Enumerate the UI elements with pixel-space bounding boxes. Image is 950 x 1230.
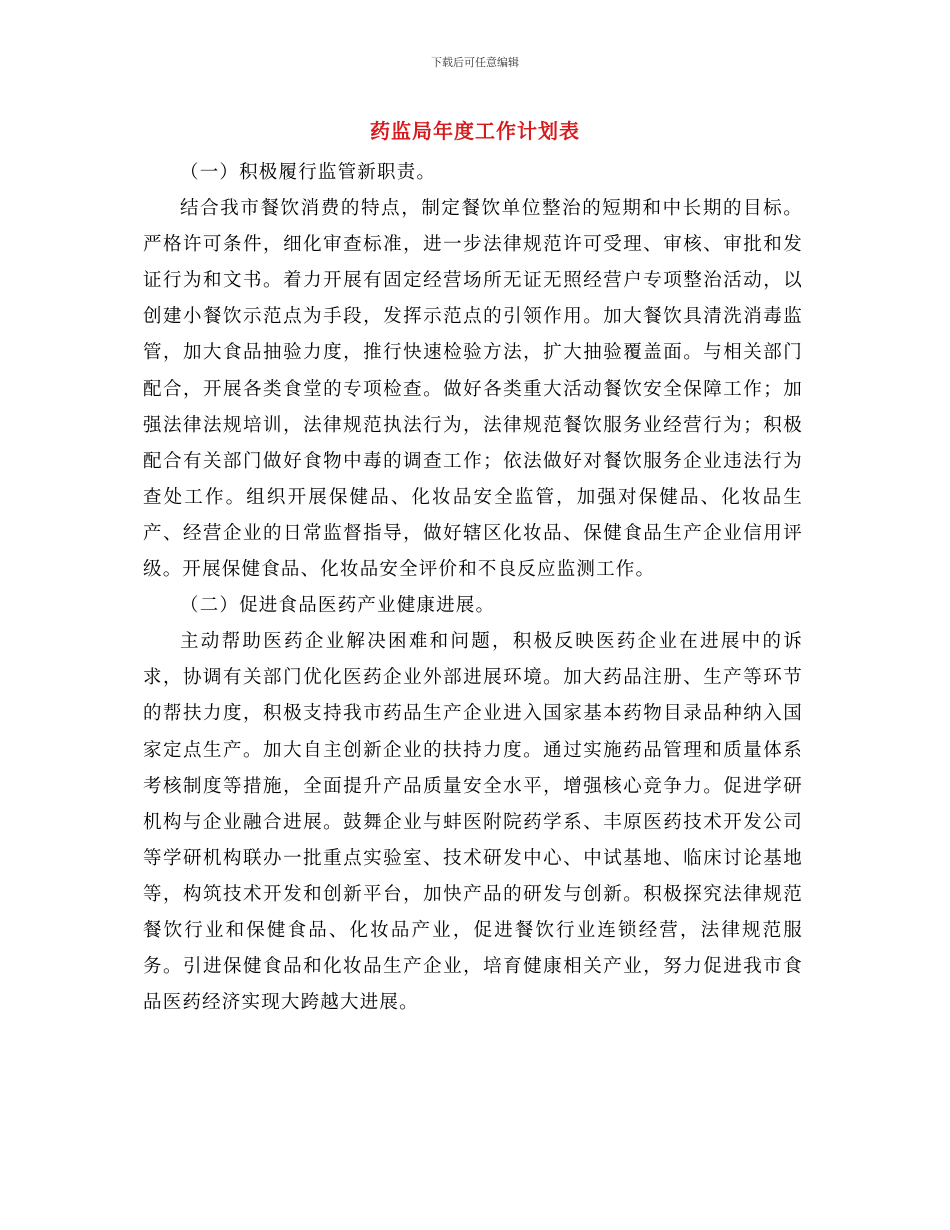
document-body [143, 155, 803, 1021]
section-1-heading: （一）积极履行监管新职责。 [180, 162, 437, 183]
section-1-paragraph: 结合我市餐饮消费的特点，制定餐饮单位整治的短期和中长期的目标。严格许可条件，细化审查标准，进一步法律规范许可受理、审核、审批和发证行为和文书。着力开展有固定经营场所无证无照经营户专项整治活动，以创建小餐饮示范点为手段，发挥示范点的引领作用。加大餐饮具清洗消毒监管，加大食品抽验力度，推行快速检验方法，扩大抽验覆盖面。与相关部门配合，开展各类食堂的专项检查。做好各类重大活动餐饮安全保障工作；加强法律法规培训，法律规范执法行为，法律规范餐饮服务业经营行为；积极配合有关部门做好食物中毒的调查工作；依法做好对餐饮服务企业违法行为查处工作。组织开展保健品、化妆品安全监管，加强对保健品、化妆品生产、经营企业的日常监督指导，做好辖区化妆品、保健食品生产企业信用评级。开展保健食品、化妆品安全评价和不良反应监测工作。 [143, 198, 803, 581]
document-title: 药监局年度工作计划表 [370, 119, 580, 143]
header-note: 下载后可任意编辑 [431, 56, 519, 69]
section-2-paragraph: 主动帮助医药企业解决困难和问题，积极反映医药企业在进展中的诉求，协调有关部门优化医药企业外部进展环境。加大药品注册、生产等环节的帮扶力度，积极支持我市药品生产企业进入国家基本药物目录品种纳入国家定点生产。加大自主创新企业的扶持力度。通过实施药品管理和质量体系考核制度等措施，全面提升产品质量安全水平，增强核心竞争力。促进学研机构与企业融合进展。鼓舞企业与蚌医附院药学系、丰原医药技术开发公司等学研机构联办一批重点实验室、技术研发中心、中试基地、临床讨论基地等，构筑技术开发和创新平台，加快产品的研发与创新。积极探究法律规范餐饮行业和保健食品、化妆品产业，促进餐饮行业连锁经营，法律规范服务。引进保健食品和化妆品生产企业，培育健康相关产业，努力促进我市食品医药经济实现大跨越大进展。 [143, 631, 803, 1014]
section-2-heading: （二）促进食品医药产业健康进展。 [180, 595, 496, 617]
